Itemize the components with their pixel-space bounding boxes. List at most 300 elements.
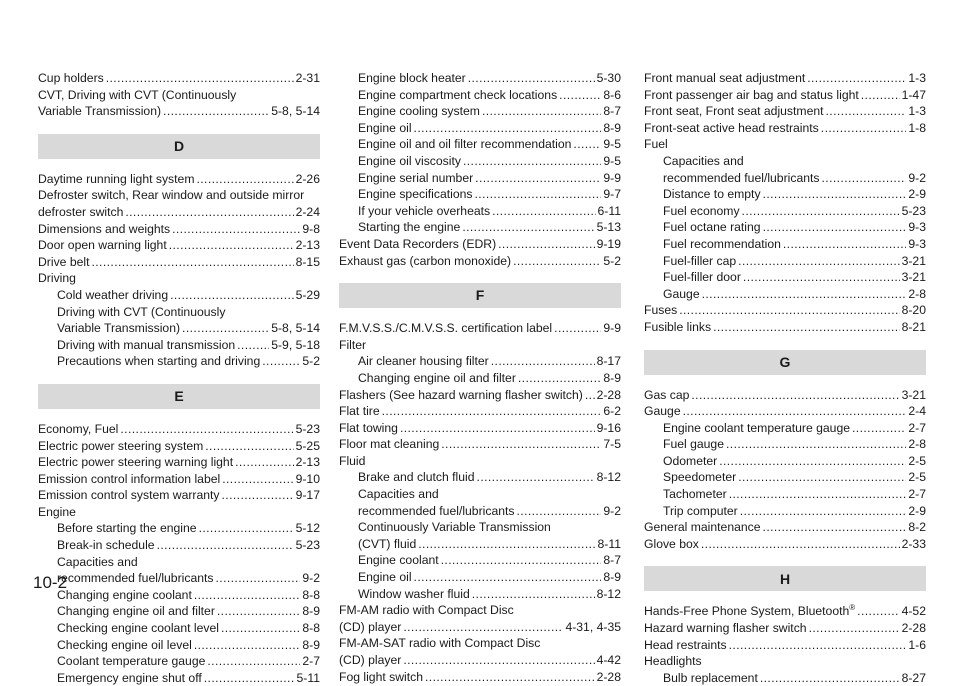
dot-leader	[382, 403, 602, 420]
index-entry-topic	[644, 120, 819, 137]
index-entry-topic	[358, 70, 466, 87]
index-entry	[339, 219, 621, 236]
index-entry-topic	[38, 471, 220, 488]
index-entry	[38, 337, 320, 354]
index-entry-topic	[57, 320, 180, 337]
index-entry-topic-text: Break-in schedule	[57, 538, 155, 553]
index-entry	[339, 186, 621, 203]
index-entry	[38, 353, 320, 370]
index-entry-topic-text: Fuel-filler door	[663, 270, 741, 285]
index-entry-page-ref: 8-20	[901, 303, 926, 318]
index-entry-topic	[38, 103, 161, 120]
index-entry-topic-text: Door open warning light	[38, 238, 167, 253]
index-entry-page-ref: 9-16	[596, 420, 621, 435]
index-entry-text: Capacities and	[57, 554, 138, 569]
dot-leader	[726, 436, 906, 453]
index-entry-topic	[644, 403, 681, 420]
index-entry-topic	[339, 403, 380, 420]
index-entry-page-ref: 1-47	[901, 87, 926, 102]
page-number: 10-2	[33, 573, 68, 592]
index-entry-topic	[358, 503, 515, 520]
index-entry-text: Engine	[38, 504, 76, 519]
dot-leader	[573, 136, 601, 153]
index-entry	[38, 653, 320, 670]
dot-leader	[170, 287, 293, 304]
index-entry-topic	[644, 302, 677, 319]
index-entry-topic-text: Gauge	[644, 404, 681, 419]
index-entry-topic-text: (CD) player	[339, 653, 402, 667]
index-entry-page-ref: 5-2	[302, 354, 320, 369]
dot-leader	[157, 537, 294, 554]
dot-leader	[763, 186, 907, 203]
index-entry-topic-text: Fuel gauge	[663, 437, 724, 452]
index-entry	[644, 120, 926, 137]
index-entry-topic	[339, 619, 401, 636]
index-entry	[644, 269, 926, 286]
index-entry-text: Capacities and	[663, 153, 744, 168]
index-entry-topic-text: Odometer	[663, 453, 718, 468]
dot-leader	[403, 652, 594, 669]
index-entry-topic-text: Variable Transmission)	[57, 321, 181, 336]
index-entry	[644, 486, 926, 503]
index-entry-topic	[358, 203, 490, 220]
index-entry-topic-text: Drive belt	[38, 254, 90, 269]
index-entry	[38, 454, 320, 471]
index-entry-text: Fluid	[339, 453, 366, 468]
index-entry-topic-text: Starting the engine	[358, 220, 461, 235]
index-entry-page-ref: 8-9	[603, 370, 621, 385]
index-entry-page-ref: 2-5	[908, 453, 926, 468]
dot-leader	[491, 353, 595, 370]
index-entry-topic	[38, 204, 123, 221]
index-entry	[38, 637, 320, 654]
index-entry-page-ref: 8-27	[901, 670, 926, 685]
index-entry-page-ref: 5-13	[596, 220, 621, 235]
index-entry-topic	[339, 652, 401, 669]
index-entry-page-ref: 9-3	[908, 236, 926, 251]
dot-leader	[462, 219, 594, 236]
index-entry-page-ref: 2-7	[908, 420, 926, 435]
dot-leader	[809, 620, 900, 637]
index-entry-topic	[644, 519, 761, 536]
index-entry-topic-text: Front passenger air bag and status light	[644, 87, 859, 102]
dot-leader	[222, 471, 293, 488]
index-entry-topic-text: Engine coolant	[358, 553, 439, 568]
index-entry-topic-text: Air cleaner housing filter	[358, 354, 489, 369]
index-entry-topic-text: recommended fuel/lubricants	[57, 571, 214, 586]
index-entry-page-ref: 2-4	[908, 404, 926, 419]
index-entry-topic	[663, 203, 740, 220]
index-entry	[38, 320, 320, 337]
index-entry	[339, 403, 621, 420]
dot-leader	[585, 387, 595, 404]
dot-leader	[222, 487, 294, 504]
index-entry	[38, 287, 320, 304]
index-entry	[644, 103, 926, 120]
index-entry	[644, 536, 926, 553]
index-entry-topic-text: Engine compartment check locations	[358, 87, 558, 102]
index-entry-page-ref: 1-3	[908, 104, 926, 119]
index-entry-topic	[358, 353, 489, 370]
index-entry	[339, 569, 621, 586]
index-entry-page-ref: 2-13	[295, 238, 320, 253]
index-entry-page-ref: 8-7	[603, 104, 621, 119]
dot-leader	[418, 536, 595, 553]
index-entry-topic	[38, 438, 203, 455]
index-entry	[38, 670, 320, 686]
index-entry-topic-text: Trip computer	[663, 503, 738, 518]
index-entry-page-ref: 3-21	[901, 270, 926, 285]
index-entry-topic	[663, 420, 850, 437]
index-entry-topic	[663, 503, 738, 520]
index-entry-page-ref: 5-23	[901, 203, 926, 218]
dot-leader	[821, 120, 907, 137]
dot-leader	[235, 454, 294, 471]
dot-leader	[216, 570, 301, 587]
index-entry-topic	[644, 620, 807, 637]
index-entry-topic	[644, 603, 855, 620]
index-entry	[339, 652, 621, 669]
dot-leader	[217, 603, 301, 620]
index-entry	[38, 603, 320, 620]
index-entry	[339, 469, 621, 486]
index-entry-topic	[339, 420, 398, 437]
index-entry	[339, 619, 621, 636]
index-entry	[339, 552, 621, 569]
index-entry-page-ref: 9-10	[295, 471, 320, 486]
index-entry-page-ref: 5-11	[296, 670, 320, 685]
registered-mark: ®	[849, 603, 856, 613]
index-entry-page-ref: 8-21	[901, 319, 926, 334]
index-entry-page-ref: 2-8	[908, 286, 926, 301]
index-entry	[644, 620, 926, 637]
index-entry-page-ref: 8-17	[596, 354, 621, 369]
index-entry-topic-text: Distance to empty	[663, 187, 761, 202]
index-entry-topic	[663, 453, 717, 470]
index-entry-topic-text: Fuel economy	[663, 203, 740, 218]
index-entry-topic-text: recommended fuel/lubricants	[358, 503, 515, 518]
dot-leader	[729, 637, 907, 654]
index-entry-topic-text: Emission control information label	[38, 471, 221, 486]
index-entry-topic-text: Electric power steering system	[38, 438, 204, 453]
index-entry	[644, 436, 926, 453]
index-entry-text: Driving	[38, 271, 76, 286]
index-entry-topic	[358, 153, 461, 170]
index-entry	[339, 420, 621, 437]
index-entry-topic-text: Engine serial number	[358, 170, 474, 185]
index-entry-page-ref: 4-52	[901, 604, 926, 619]
index-entry-topic-text: Fuel octane rating	[663, 220, 761, 235]
index-entry-topic	[38, 237, 167, 254]
dot-leader	[400, 420, 595, 437]
index-entry-topic-text: Flat tire	[339, 404, 380, 419]
index-entry-page-ref: 6-2	[603, 404, 621, 419]
index-entry	[644, 519, 926, 536]
index-entry-page-ref: 8-12	[596, 586, 621, 601]
index-entry-topic-text: Engine cooling system	[358, 104, 480, 119]
index-entry-topic	[358, 87, 557, 104]
index-entry-topic	[57, 353, 260, 370]
index-entry-topic-text: Emission control system warranty	[38, 488, 220, 503]
dot-leader	[683, 403, 907, 420]
dot-leader	[204, 670, 295, 686]
index-entry-page-ref: 8-8	[302, 621, 320, 636]
index-entry	[339, 236, 621, 253]
index-entry-topic	[358, 219, 460, 236]
index-entry	[38, 487, 320, 504]
index-entry-topic	[339, 236, 496, 253]
index-entry	[339, 70, 621, 87]
index-entry	[644, 387, 926, 404]
index-entry	[644, 302, 926, 319]
index-entry-page-ref: 5-9, 5-18	[271, 337, 320, 352]
index-entry-page-ref: 9-5	[603, 153, 621, 168]
index-entry-text: FM-AM radio with Compact Disc	[339, 603, 514, 618]
index-entry-text: Fuel	[644, 137, 668, 152]
index-entry-topic-text: Front manual seat adjustment	[644, 71, 806, 85]
index-column-3	[644, 70, 926, 686]
index-entry-page-ref: 2-8	[908, 437, 926, 452]
index-entry-topic-text: Before starting the engine	[57, 521, 197, 536]
index-entry-topic	[38, 171, 194, 188]
index-entry-topic-text: Coolant temperature gauge	[57, 654, 206, 669]
index-entry-topic	[339, 320, 552, 337]
index-entry	[339, 170, 621, 187]
index-entry	[339, 387, 621, 404]
index-entry-topic-text: Emergency engine shut off	[57, 670, 202, 685]
index-entry	[38, 254, 320, 271]
index-entry	[644, 319, 926, 336]
index-entry-topic	[663, 286, 700, 303]
dot-leader	[125, 204, 293, 221]
index-entry-topic	[358, 120, 412, 137]
dot-leader	[196, 171, 293, 188]
index-entry-page-ref: 8-2	[908, 520, 926, 535]
section-letter-header: D	[38, 134, 320, 159]
index-entry-topic	[358, 469, 475, 486]
index-entry-topic	[57, 670, 202, 686]
index-entry	[644, 420, 926, 437]
index-entry-page-ref: 3-21	[901, 387, 926, 402]
index-entry-page-ref: 8-9	[302, 637, 320, 652]
index-entry-page-ref: 8-9	[302, 604, 320, 619]
index-entry-page-ref: 2-5	[908, 470, 926, 485]
dot-leader	[91, 254, 293, 271]
dot-leader	[172, 221, 300, 238]
index-entry-text: Capacities and	[358, 487, 439, 502]
index-entry-topic-text: Cold weather driving	[57, 287, 169, 302]
index-entry-topic-text: Hands-Free Phone System, Bluetooth	[644, 604, 850, 619]
dot-leader	[106, 70, 294, 87]
index-entry-topic	[38, 254, 89, 271]
index-entry-page-ref: 5-8, 5-14	[271, 321, 320, 336]
index-entry-topic	[358, 569, 412, 586]
index-entry	[644, 603, 926, 620]
index-entry	[644, 186, 926, 203]
index-entry-topic-text: (CD) player	[339, 619, 402, 634]
index-entry-topic-text: Engine coolant temperature gauge	[663, 420, 851, 435]
index-entry-topic-text: Engine oil viscosity	[358, 153, 461, 168]
index-entry-page-ref: 5-8, 5-14	[271, 104, 320, 119]
index-entry-page-ref: 1-8	[908, 120, 926, 135]
index-entry-topic-text: Brake and clutch fluid	[358, 470, 475, 485]
section-letter-header: E	[38, 384, 320, 409]
index-entry-topic	[663, 186, 761, 203]
dot-leader	[822, 170, 907, 187]
index-entry-topic-text: Checking engine coolant level	[57, 621, 219, 636]
index-entry-topic-text: Gauge	[663, 286, 700, 301]
dot-leader	[403, 619, 563, 636]
section-letter-header: F	[339, 283, 621, 308]
index-entry-page-ref: 8-9	[603, 120, 621, 135]
index-entry-topic-text: Front-seat active head restraints	[644, 120, 819, 135]
index-entry-text: Filter	[339, 337, 367, 352]
dot-leader	[826, 103, 907, 120]
index-entry-topic	[358, 136, 571, 153]
dot-leader	[414, 569, 602, 586]
dot-leader	[441, 552, 602, 569]
index-entry-topic	[644, 319, 711, 336]
index-entry-page-ref: 2-24	[295, 204, 320, 219]
index-entry-page-ref: 8-8	[302, 587, 320, 602]
index-entry-topic-text: Flashers (See hazard warning flasher switch)	[339, 387, 583, 402]
index-entry-topic	[644, 87, 859, 104]
index-entry-topic-text: Floor mat cleaning	[339, 437, 440, 452]
index-entry-topic-text: Dimensions and weights	[38, 221, 171, 236]
index-entry-topic-text: Front seat, Front seat adjustment	[644, 104, 824, 119]
index-entry-page-ref: 9-17	[295, 488, 320, 503]
index-entry-page-ref: 9-9	[603, 170, 621, 185]
index-entry-page-ref: 5-25	[295, 438, 320, 453]
index-entry-topic	[57, 537, 155, 554]
dot-leader	[719, 453, 906, 470]
dot-leader	[120, 421, 293, 438]
dot-leader	[783, 236, 907, 253]
index-entry	[38, 221, 320, 238]
index-entry-page-ref: 9-5	[603, 137, 621, 152]
index-entry-topic	[358, 552, 439, 569]
index-entry	[644, 453, 926, 470]
index-entry-topic-text: General maintenance	[644, 520, 761, 535]
index-entry	[644, 70, 926, 87]
index-entry-topic-text: Fusible links	[644, 319, 712, 334]
index-entry-page-ref: 2-9	[908, 503, 926, 518]
index-entry	[38, 620, 320, 637]
index-entry	[644, 219, 926, 236]
index-entry	[644, 503, 926, 520]
section-letter-header: G	[644, 350, 926, 375]
index-entry-topic	[358, 586, 470, 603]
index-entry-page-ref: 2-7	[908, 487, 926, 502]
dot-leader	[742, 203, 900, 220]
index-entry-topic	[663, 436, 724, 453]
dot-leader	[554, 320, 601, 337]
index-entry-topic-text: defroster switch	[38, 204, 124, 219]
index-entry-page-ref: 8-6	[603, 87, 621, 102]
index-entry-topic	[644, 536, 699, 553]
index-entry-page-ref: 7-5	[603, 437, 621, 452]
index-entry-topic	[57, 637, 192, 654]
dot-leader	[221, 620, 300, 637]
dot-leader	[262, 353, 300, 370]
index-entry-topic-text: Tachometer	[663, 487, 727, 502]
index-entry	[339, 136, 621, 153]
index-entry-page-ref: 8-11	[597, 536, 621, 551]
dot-leader	[475, 186, 602, 203]
index-entry	[38, 204, 320, 221]
index-entry-topic	[644, 387, 689, 404]
index-entry	[38, 103, 320, 120]
index-entry	[644, 170, 926, 187]
index-entry-text: Defroster switch, Rear window and outside mirror	[38, 188, 305, 203]
index-entry-page-ref: 5-29	[295, 287, 320, 302]
dot-leader	[701, 536, 900, 553]
index-entry-page-ref: 9-2	[302, 571, 320, 586]
index-entry-topic-text: Window washer fluid	[358, 586, 470, 601]
index-entry	[339, 669, 621, 686]
dot-leader	[729, 486, 907, 503]
index-entry-topic	[644, 637, 727, 654]
dot-leader	[763, 219, 907, 236]
index-entry	[644, 403, 926, 420]
index-entry	[339, 436, 621, 453]
dot-leader	[414, 120, 602, 137]
index-entry-topic	[663, 219, 761, 236]
index-entry-topic	[663, 253, 736, 270]
index-entry-page-ref: 9-8	[302, 221, 320, 236]
index-entry-topic-text: Changing engine oil and filter	[358, 370, 516, 385]
index-entry-topic	[57, 570, 214, 587]
index-entry	[339, 103, 621, 120]
index-entry-page-ref: 2-33	[901, 536, 926, 551]
dot-leader	[207, 653, 300, 670]
index-entry-page-ref: 5-2	[603, 253, 621, 268]
index-entry-topic-text: Gas cap	[644, 387, 690, 402]
index-entry	[339, 586, 621, 603]
index-entry-topic	[339, 436, 439, 453]
index-entry-page-ref: 3-21	[901, 253, 926, 268]
index-entry-topic-text: Fuel recommendation	[663, 236, 781, 251]
dot-leader	[740, 503, 907, 520]
index-entry-page-ref: 8-12	[596, 470, 621, 485]
index-entry-topic	[57, 620, 219, 637]
index-entry-topic	[57, 287, 168, 304]
index-entry-topic-text: Fuel-filler cap	[663, 253, 737, 268]
index-entry-page-ref: 9-2	[603, 503, 621, 518]
index-entry	[339, 253, 621, 270]
index-entry-page-ref: 9-9	[603, 321, 621, 336]
index-entry	[339, 203, 621, 220]
dot-leader	[857, 603, 899, 620]
index-entry	[339, 353, 621, 370]
index-entry	[644, 203, 926, 220]
index-entry-page-ref: 8-15	[295, 254, 320, 269]
index-entry-topic-text: Precautions when starting and driving	[57, 354, 261, 369]
dot-leader	[205, 438, 293, 455]
index-entry-topic-text: (CVT) fluid	[358, 536, 417, 551]
index-entry-page-ref: 2-28	[901, 621, 926, 636]
dot-leader	[468, 70, 595, 87]
index-entry-topic-text: Changing engine oil and filter	[57, 604, 215, 619]
index-entry-topic	[663, 236, 781, 253]
index-entry	[38, 520, 320, 537]
index-entry-text: Headlights	[644, 654, 702, 669]
index-entry-page-ref: 1-6	[908, 637, 926, 652]
dot-leader	[513, 253, 601, 270]
index-entry-topic	[57, 587, 192, 604]
index-entry-topic	[57, 603, 215, 620]
index-entry-topic	[38, 487, 220, 504]
